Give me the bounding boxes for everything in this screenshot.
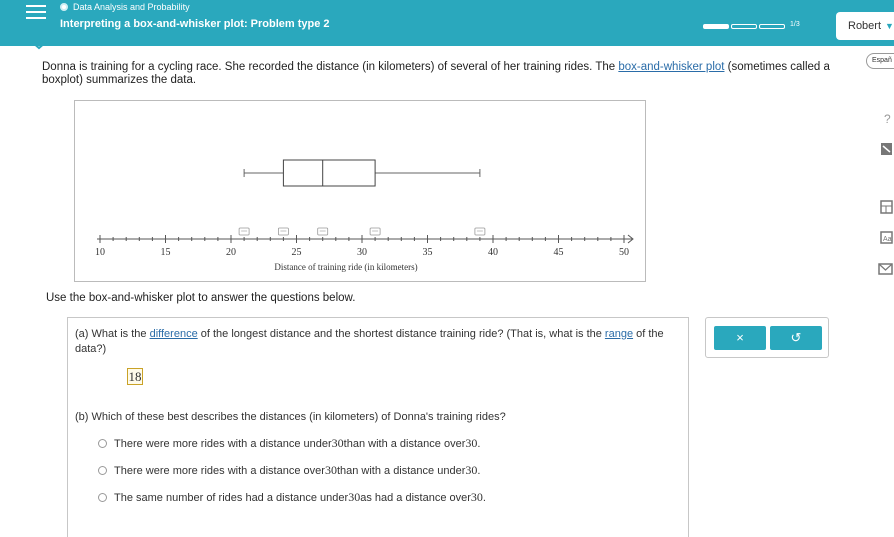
option-text: The same number of rides had a distance under: [114, 491, 349, 504]
marker-badge-icon: [278, 228, 288, 235]
option-number: 30: [331, 436, 344, 450]
hamburger-menu-icon[interactable]: [26, 5, 46, 21]
option-text: There were more rides with a distance over: [114, 464, 325, 477]
action-panel: [705, 317, 829, 358]
topic-text: Data Analysis and Probability: [73, 2, 190, 12]
marker-badge-icon: [475, 228, 485, 235]
tick-label: 20: [226, 247, 236, 258]
header-bar: [0, 0, 894, 46]
part-a-text: (a) What is the: [75, 328, 150, 340]
tick-label: 25: [291, 247, 302, 258]
option-text: .: [477, 437, 481, 450]
progress-segment: [703, 24, 729, 29]
tick-label: 40: [488, 247, 498, 258]
boxplot-chart: [75, 101, 647, 283]
option-number: 30: [465, 436, 478, 450]
marker-badge-icon: [318, 228, 328, 235]
chevron-down-icon: ▼: [885, 21, 894, 31]
radio-button[interactable]: [98, 439, 107, 448]
option-number: 30: [470, 490, 483, 504]
option-text: .: [477, 464, 481, 477]
calculator-icon[interactable]: [876, 140, 894, 158]
undo-button[interactable]: ↺: [770, 326, 822, 350]
lesson-title: Interpreting a box-and-whisker plot: Problem type 2: [60, 18, 330, 30]
axis-label: Distance of training ride (in kilometers): [274, 262, 418, 272]
part-a-question: [75, 327, 685, 357]
collapse-chevron-icon[interactable]: [30, 40, 48, 50]
question-text: [42, 61, 832, 87]
difference-link[interactable]: difference: [149, 328, 198, 340]
part-a-text: of the data?): [75, 328, 664, 355]
progress-count: 1/3: [790, 21, 800, 28]
topic-label: [60, 2, 190, 12]
user-menu-button[interactable]: [836, 12, 894, 40]
option-under-30[interactable]: [98, 436, 480, 451]
svg-text:Aa: Aa: [883, 236, 892, 243]
data-table-icon[interactable]: [876, 228, 894, 246]
topic-status-icon: [60, 3, 68, 11]
option-text: as had a distance over: [360, 491, 471, 504]
range-answer-input[interactable]: 18: [128, 369, 142, 384]
tick-label: 15: [160, 247, 171, 258]
clear-button[interactable]: ×: [714, 326, 766, 350]
progress-segment: [731, 24, 757, 29]
option-same-number[interactable]: [98, 490, 486, 505]
progress-segment: [759, 24, 785, 29]
calculator-keys-icon[interactable]: [876, 198, 894, 216]
range-link[interactable]: range: [604, 328, 634, 340]
marker-badge-icon: [239, 228, 249, 235]
option-text: than with a distance under: [336, 464, 466, 477]
message-icon[interactable]: [876, 260, 894, 278]
part-b-question: (b) Which of these best describes the distances (in kilometers) of Donna's training rides?: [75, 411, 506, 423]
tick-label: 35: [422, 247, 433, 258]
iqr-box: [283, 160, 375, 186]
tick-label: 50: [619, 247, 629, 258]
tick-label: 30: [357, 247, 367, 258]
question-text-part: (sometimes called a boxplot) summarizes the data.: [42, 61, 830, 86]
radio-button[interactable]: [98, 466, 107, 475]
question-text-part: Donna is training for a cycling race. She recorded the distance (in kilometers) of several of her training rides. The: [42, 61, 619, 73]
boxplot-panel: [74, 100, 646, 282]
marker-badge-icon: [370, 228, 380, 235]
language-button[interactable]: Españ: [866, 53, 894, 69]
option-text: There were more rides with a distance under: [114, 437, 332, 450]
boxplot-link[interactable]: box-and-whisker plot: [618, 61, 725, 73]
option-number: 30: [324, 463, 337, 477]
option-text: .: [482, 491, 486, 504]
option-over-30[interactable]: [98, 463, 480, 478]
option-number: 30: [465, 463, 478, 477]
tick-label: 10: [95, 247, 105, 258]
progress-bar: [703, 24, 785, 29]
tick-label: 45: [553, 247, 564, 258]
svg-text:?: ?: [884, 112, 891, 126]
help-icon[interactable]: [876, 110, 894, 128]
part-a-text: of the longest distance and the shortest distance training ride? (That is, what is the: [197, 328, 605, 340]
user-name: Robert: [848, 20, 882, 32]
radio-button[interactable]: [98, 493, 107, 502]
instructions-text: Use the box-and-whisker plot to answer the questions below.: [46, 292, 356, 304]
option-text: than with a distance over: [343, 437, 466, 450]
option-number: 30: [348, 490, 361, 504]
